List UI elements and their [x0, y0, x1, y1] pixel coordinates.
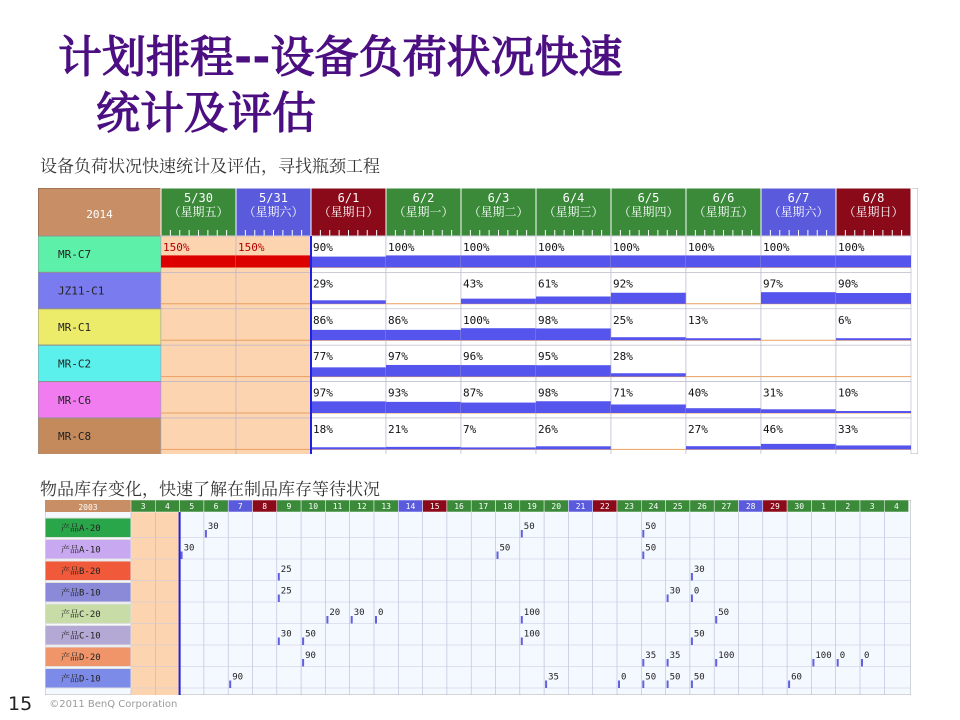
inventory-value: 35: [669, 651, 681, 661]
load-value: 95%: [538, 350, 558, 364]
load-value: 87%: [463, 386, 483, 400]
load-value: 150%: [163, 241, 190, 254]
inventory-value: 30: [353, 608, 365, 618]
date-label: 6/1: [337, 191, 360, 205]
day-label: 10: [308, 502, 319, 511]
load-bar: [611, 373, 686, 376]
day-label: 7: [237, 502, 243, 511]
date-label: 6/6: [712, 191, 735, 205]
day-label: 22: [600, 502, 610, 511]
load-value: 18%: [313, 423, 333, 436]
load-value: 97%: [313, 386, 333, 400]
day-label: 30: [794, 502, 805, 511]
load-bar: [311, 367, 386, 376]
load-value: 33%: [838, 423, 858, 436]
load-bar: [236, 255, 311, 267]
row-label-cell: [38, 236, 161, 272]
inventory-value: 35: [645, 651, 657, 661]
footer: [8, 693, 177, 715]
load-bar: [461, 447, 536, 449]
load-value: 100%: [688, 241, 715, 254]
day-label: 1: [821, 502, 826, 511]
inventory-value: 30: [280, 629, 292, 640]
date-label: 6/7: [787, 191, 810, 205]
row-label: MR-C2: [58, 357, 92, 371]
date-label: 6/4: [562, 191, 585, 205]
inventory-value: 90: [232, 672, 244, 683]
day-label: （星期日）: [318, 205, 379, 219]
load-bar: [536, 328, 611, 340]
load-bar: [836, 445, 911, 449]
day-label: 12: [357, 502, 367, 511]
date-label: 6/3: [487, 191, 510, 205]
row-label: MR-C6: [58, 393, 92, 407]
date-label: 6/5: [637, 191, 660, 205]
load-value: 25%: [613, 313, 633, 327]
day-label: 16: [454, 502, 464, 511]
product-label: 产品C-20: [61, 610, 101, 620]
load-bar: [161, 255, 236, 267]
load-value: 98%: [538, 313, 558, 327]
load-bar: [311, 300, 386, 303]
load-value: 71%: [613, 386, 633, 400]
load-bar: [386, 402, 461, 413]
load-bar: [836, 338, 911, 340]
load-bar: [686, 255, 761, 267]
load-bar: [386, 330, 461, 340]
load-value: 150%: [238, 241, 265, 254]
product-label: 产品D-20: [61, 653, 101, 663]
product-label: 产品D-10: [61, 674, 101, 685]
inventory-value: 100: [815, 651, 832, 661]
day-label: 17: [478, 502, 489, 511]
day-label: （星期四）: [618, 205, 679, 219]
load-bar: [536, 446, 611, 449]
day-label: 6: [213, 502, 219, 511]
load-bar: [386, 447, 461, 450]
day-label: 19: [527, 502, 537, 511]
subtitle-load-chart: 设备负荷状况快速统计及评估，寻找瓶颈工程: [40, 157, 380, 177]
inventory-value: 100: [718, 651, 735, 661]
day-label: 26: [697, 502, 707, 511]
day-label: 8: [262, 502, 268, 511]
inventory-value: 30: [183, 543, 195, 554]
row-label: MR-C7: [58, 248, 92, 262]
row-label: JZ11-C1: [58, 284, 105, 298]
load-value: 90%: [838, 277, 858, 291]
load-value: 100%: [463, 313, 490, 327]
copyright: ©2011 BenQ Corporation: [49, 698, 178, 710]
load-value: 100%: [463, 241, 490, 254]
inventory-value: 50: [669, 672, 681, 683]
load-bar: [611, 404, 686, 413]
inventory-value: 50: [693, 672, 705, 683]
date-label: 5/31: [259, 191, 288, 205]
load-bar: [536, 255, 611, 267]
load-value: 90%: [313, 241, 333, 254]
inventory-value: 50: [523, 522, 535, 532]
inventory-value: 25: [280, 565, 292, 575]
load-value: 98%: [538, 386, 558, 400]
load-value: 100%: [538, 241, 565, 254]
row-label-cell: [38, 382, 161, 418]
load-bar: [686, 408, 761, 413]
inventory-value: 50: [645, 522, 657, 532]
load-bar: [536, 296, 611, 303]
load-value: 100%: [388, 241, 415, 254]
day-label: 24: [648, 502, 659, 511]
inventory-value: 100: [523, 629, 541, 640]
load-value: 21%: [388, 423, 408, 436]
row-label-cell: [38, 345, 161, 381]
day-label: 27: [721, 502, 732, 511]
inventory-value: 60: [791, 672, 802, 683]
load-bar: [761, 409, 836, 413]
day-label: 21: [575, 502, 586, 511]
load-value: 93%: [388, 386, 408, 400]
chart2-corner-label: 2003: [78, 503, 98, 512]
inventory-value: 20: [329, 608, 341, 618]
product-label: 产品C-10: [61, 631, 101, 642]
day-label: 20: [551, 502, 562, 511]
day-label: （星期五）: [168, 205, 229, 219]
inventory-value: 100: [523, 608, 541, 618]
product-label: 产品A-10: [61, 545, 101, 556]
load-bar: [761, 255, 836, 267]
equipment-load-chart: [38, 188, 918, 454]
inventory-value: 50: [645, 672, 657, 683]
load-cell: [161, 418, 236, 454]
load-value: 86%: [388, 313, 408, 327]
load-value: 97%: [763, 277, 783, 291]
date-label: 5/30: [184, 191, 213, 205]
load-value: 43%: [463, 277, 483, 291]
day-label: 18: [502, 502, 513, 511]
load-value: 40%: [688, 386, 708, 400]
load-bar: [461, 255, 536, 267]
inventory-value: 50: [305, 629, 316, 640]
load-bar: [611, 337, 686, 340]
load-value: 97%: [388, 350, 408, 364]
load-bar: [386, 365, 461, 377]
day-label: 5: [189, 502, 195, 511]
load-bar: [386, 255, 461, 267]
day-label: 29: [770, 502, 780, 511]
row-label: MR-C1: [58, 321, 92, 334]
inventory-value: 25: [280, 586, 292, 597]
inventory-value: 90: [305, 651, 316, 661]
inventory-value: 50: [718, 608, 730, 618]
load-bar: [761, 292, 836, 304]
date-label: 6/2: [412, 191, 435, 205]
inventory-value: 35: [548, 672, 559, 683]
day-label: 28: [745, 502, 756, 511]
load-value: 28%: [613, 350, 633, 364]
chart1-corner-label: 2014: [86, 208, 113, 221]
load-bar: [536, 365, 611, 376]
inventory-value: 50: [645, 543, 657, 554]
load-value: 10%: [838, 386, 858, 400]
day-label: （星期六）: [243, 205, 304, 219]
inventory-value: 50: [693, 629, 705, 640]
day-label: 2: [845, 502, 851, 511]
inventory-value: 30: [693, 565, 705, 575]
load-value: 46%: [763, 423, 783, 436]
day-label: 13: [381, 502, 391, 511]
day-label: 3: [869, 502, 875, 511]
day-label: 3: [140, 502, 146, 511]
load-value: 7%: [463, 423, 477, 436]
load-cell: [236, 418, 311, 454]
load-bar: [311, 257, 386, 268]
load-value: 86%: [313, 313, 333, 327]
day-label: （星期三）: [543, 205, 604, 219]
day-label: （星期日）: [843, 205, 904, 219]
load-value: 61%: [538, 277, 558, 291]
day-label: （星期五）: [693, 205, 754, 219]
load-bar: [461, 328, 536, 340]
load-bar: [836, 255, 911, 267]
day-label: 23: [624, 502, 634, 511]
load-value: 6%: [838, 313, 852, 327]
load-value: 100%: [613, 241, 640, 254]
page-number: 15: [8, 693, 33, 715]
load-value: 29%: [313, 277, 333, 291]
inventory-value: 0: [378, 608, 384, 618]
product-label: 产品A-20: [61, 524, 101, 534]
load-bar: [536, 401, 611, 413]
row-label-cell: [38, 309, 161, 345]
load-bar: [686, 446, 761, 449]
slide-title-line2: 统计及评估: [96, 88, 316, 139]
day-label: （星期二）: [468, 205, 529, 219]
inventory-chart: [45, 500, 911, 695]
date-label: 6/8: [862, 191, 885, 205]
load-bar: [686, 338, 761, 340]
row-label: MR-C8: [58, 430, 92, 444]
inventory-value: 0: [693, 586, 700, 597]
product-label: 产品B-10: [61, 588, 101, 599]
inventory-value: 30: [207, 522, 219, 532]
load-bar: [611, 255, 686, 267]
day-label: 25: [672, 502, 683, 511]
day-label: 11: [332, 502, 343, 511]
inventory-value: 0: [864, 651, 870, 661]
day-label: （星期一）: [393, 205, 454, 219]
load-bar: [311, 401, 386, 413]
load-value: 100%: [838, 241, 865, 254]
row-label-cell: [38, 418, 161, 454]
day-label: 9: [286, 502, 292, 511]
load-value: 27%: [688, 423, 708, 436]
day-label: 4: [165, 502, 170, 511]
load-cell: [611, 418, 686, 454]
inventory-value: 0: [839, 651, 846, 661]
load-bar: [461, 299, 536, 304]
load-bar: [461, 403, 536, 413]
day-label: 4: [894, 502, 899, 511]
load-value: 92%: [613, 277, 633, 291]
day-label: （星期六）: [768, 205, 829, 219]
load-bar: [761, 444, 836, 450]
day-label: 14: [405, 502, 416, 511]
load-bar: [461, 365, 536, 377]
day-label: 15: [429, 502, 440, 511]
inventory-value: 30: [669, 586, 681, 597]
product-label: 产品B-20: [61, 567, 101, 577]
load-value: 31%: [763, 386, 783, 400]
load-bar: [611, 293, 686, 304]
load-value: 77%: [313, 350, 333, 364]
inventory-value: 50: [499, 543, 511, 554]
load-bar: [311, 447, 386, 449]
slide-title-line1: 计划排程--设备负荷状况快速: [58, 32, 623, 83]
load-value: 13%: [688, 313, 708, 327]
load-bar: [836, 293, 911, 304]
load-value: 26%: [538, 423, 558, 436]
load-value: 96%: [463, 350, 483, 364]
load-bar: [836, 411, 911, 413]
load-value: 100%: [763, 241, 790, 254]
subtitle-inventory-chart: 物品库存变化，快速了解在制品库存等待状况: [40, 480, 380, 500]
inventory-value: 0: [621, 672, 627, 683]
load-bar: [311, 330, 386, 340]
